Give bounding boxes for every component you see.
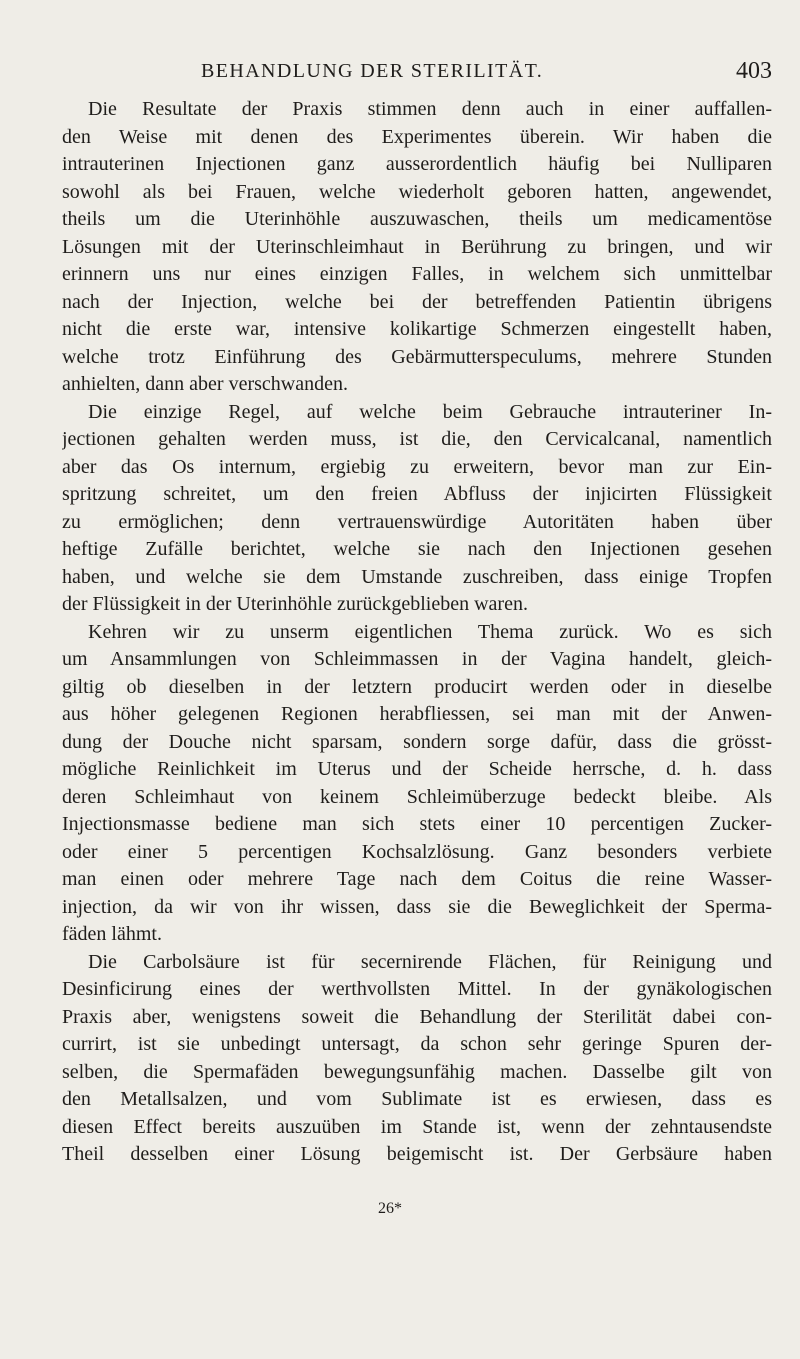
text-line: Desinficirung eines der werthvollsten Mittel. In der gynäkologischen [62, 978, 772, 1000]
text-line: theils um die Uterinhöhle auszuwaschen, theils um medicamentöse [62, 208, 772, 230]
text-line: aus höher gelegenen Regionen herabfliessen, sei man mit der Anwen- [62, 703, 772, 725]
text-line: erinnern uns nur eines einzigen Falles, in welchem sich unmittelbar [62, 263, 772, 285]
text-line: jectionen gehalten werden muss, ist die, den Cervicalcanal, namentlich [62, 428, 772, 450]
running-head [62, 56, 772, 86]
text-line: diesen Effect bereits auszuüben im Stande ist, wenn der zehntausendste [62, 1115, 772, 1138]
text-line: Die Carbolsäure ist für secernirende Flächen, für Reinigung und [88, 950, 772, 973]
text-line: nach der Injection, welche bei der betreffenden Patientin übrigens [62, 290, 772, 313]
text-line: Die Resultate der Praxis stimmen denn auch in einer auffallen- [88, 98, 772, 120]
text-line: Theil desselben einer Lösung beigemischt ist. Der Gerbsäure haben [62, 1143, 772, 1165]
text-line: Die einzige Regel, auf welche beim Gebrauche intrauteriner In- [88, 400, 772, 423]
text-line: giltig ob dieselben in der letztern producirt werden oder in dieselbe [62, 675, 772, 698]
text-line: oder einer 5 percentigen Kochsalzlösung. Ganz besonders verbiete [62, 840, 772, 863]
text-line: um Ansammlungen von Schleimmassen in der Vagina handelt, gleich- [62, 648, 772, 670]
text-line: welche trotz Einführung des Gebärmutterspeculums, mehrere Stunden [62, 345, 772, 368]
page-number: 403 [736, 58, 772, 84]
printer-signature: 26* [378, 1200, 402, 1217]
text-line: der Flüssigkeit in der Uterinhöhle zurückgeblieben waren. [62, 593, 528, 615]
text-line: fäden lähmt. [62, 923, 162, 945]
text-line: Kehren wir zu unserm eigentlichen Thema zurück. Wo es sich [88, 620, 772, 643]
text-line: currirt, ist sie unbedingt untersagt, da schon sehr geringe Spuren der- [62, 1033, 772, 1055]
text-line: deren Schleimhaut von keinem Schleimüberzuge bedeckt bleibe. Als [62, 785, 772, 808]
text-line: dung der Douche nicht sparsam, sondern sorge dafür, dass die grösst- [62, 730, 772, 753]
text-line: den Metallsalzen, und vom Sublimate ist es erwiesen, dass es [62, 1088, 772, 1110]
running-title: BEHANDLUNG DER STERILITÄT. [201, 60, 544, 82]
text-line: Lösungen mit der Uterinschleimhaut in Berührung zu bringen, und wir [62, 235, 772, 258]
text-line: zu ermöglichen; denn vertrauenswürdige Autoritäten haben über [62, 510, 772, 533]
text-line: selben, die Spermafäden bewegungsunfähig machen. Dasselbe gilt von [62, 1060, 772, 1083]
text-line: aber das Os internum, ergiebig zu erweitern, bevor man zur Ein- [62, 455, 772, 478]
text-line: intrauterinen Injectionen ganz ausserordentlich häufig bei Nulliparen [62, 153, 772, 175]
text-line: injection, da wir von ihr wissen, dass sie die Beweglichkeit der Sperma- [62, 895, 772, 918]
text-line: spritzung schreitet, um den freien Abfluss der injicirten Flüssigkeit [62, 483, 772, 505]
text-line: den Weise mit denen des Experimentes überein. Wir haben die [62, 125, 772, 148]
text-line: nicht die erste war, intensive kolikartige Schmerzen eingestellt haben, [62, 318, 772, 340]
text-line: mögliche Reinlichkeit im Uterus und der Scheide herrsche, d. h. dass [62, 758, 772, 780]
text-line: Injectionsmasse bediene man sich stets einer 10 percentigen Zucker- [62, 813, 772, 835]
text-line: heftige Zufälle berichtet, welche sie nach den Injectionen gesehen [62, 538, 772, 560]
text-line: Praxis aber, wenigstens soweit die Behandlung der Sterilität dabei con- [62, 1005, 772, 1028]
body-text [62, 96, 772, 1169]
text-line: sowohl als bei Frauen, welche wiederholt geboren hatten, angewendet, [62, 180, 772, 203]
text-line: anhielten, dann aber verschwanden. [62, 373, 348, 395]
text-line: haben, und welche sie dem Umstande zuschreiben, dass einige Tropfen [62, 565, 772, 588]
text-line: man einen oder mehrere Tage nach dem Coitus die reine Wasser- [62, 868, 772, 890]
